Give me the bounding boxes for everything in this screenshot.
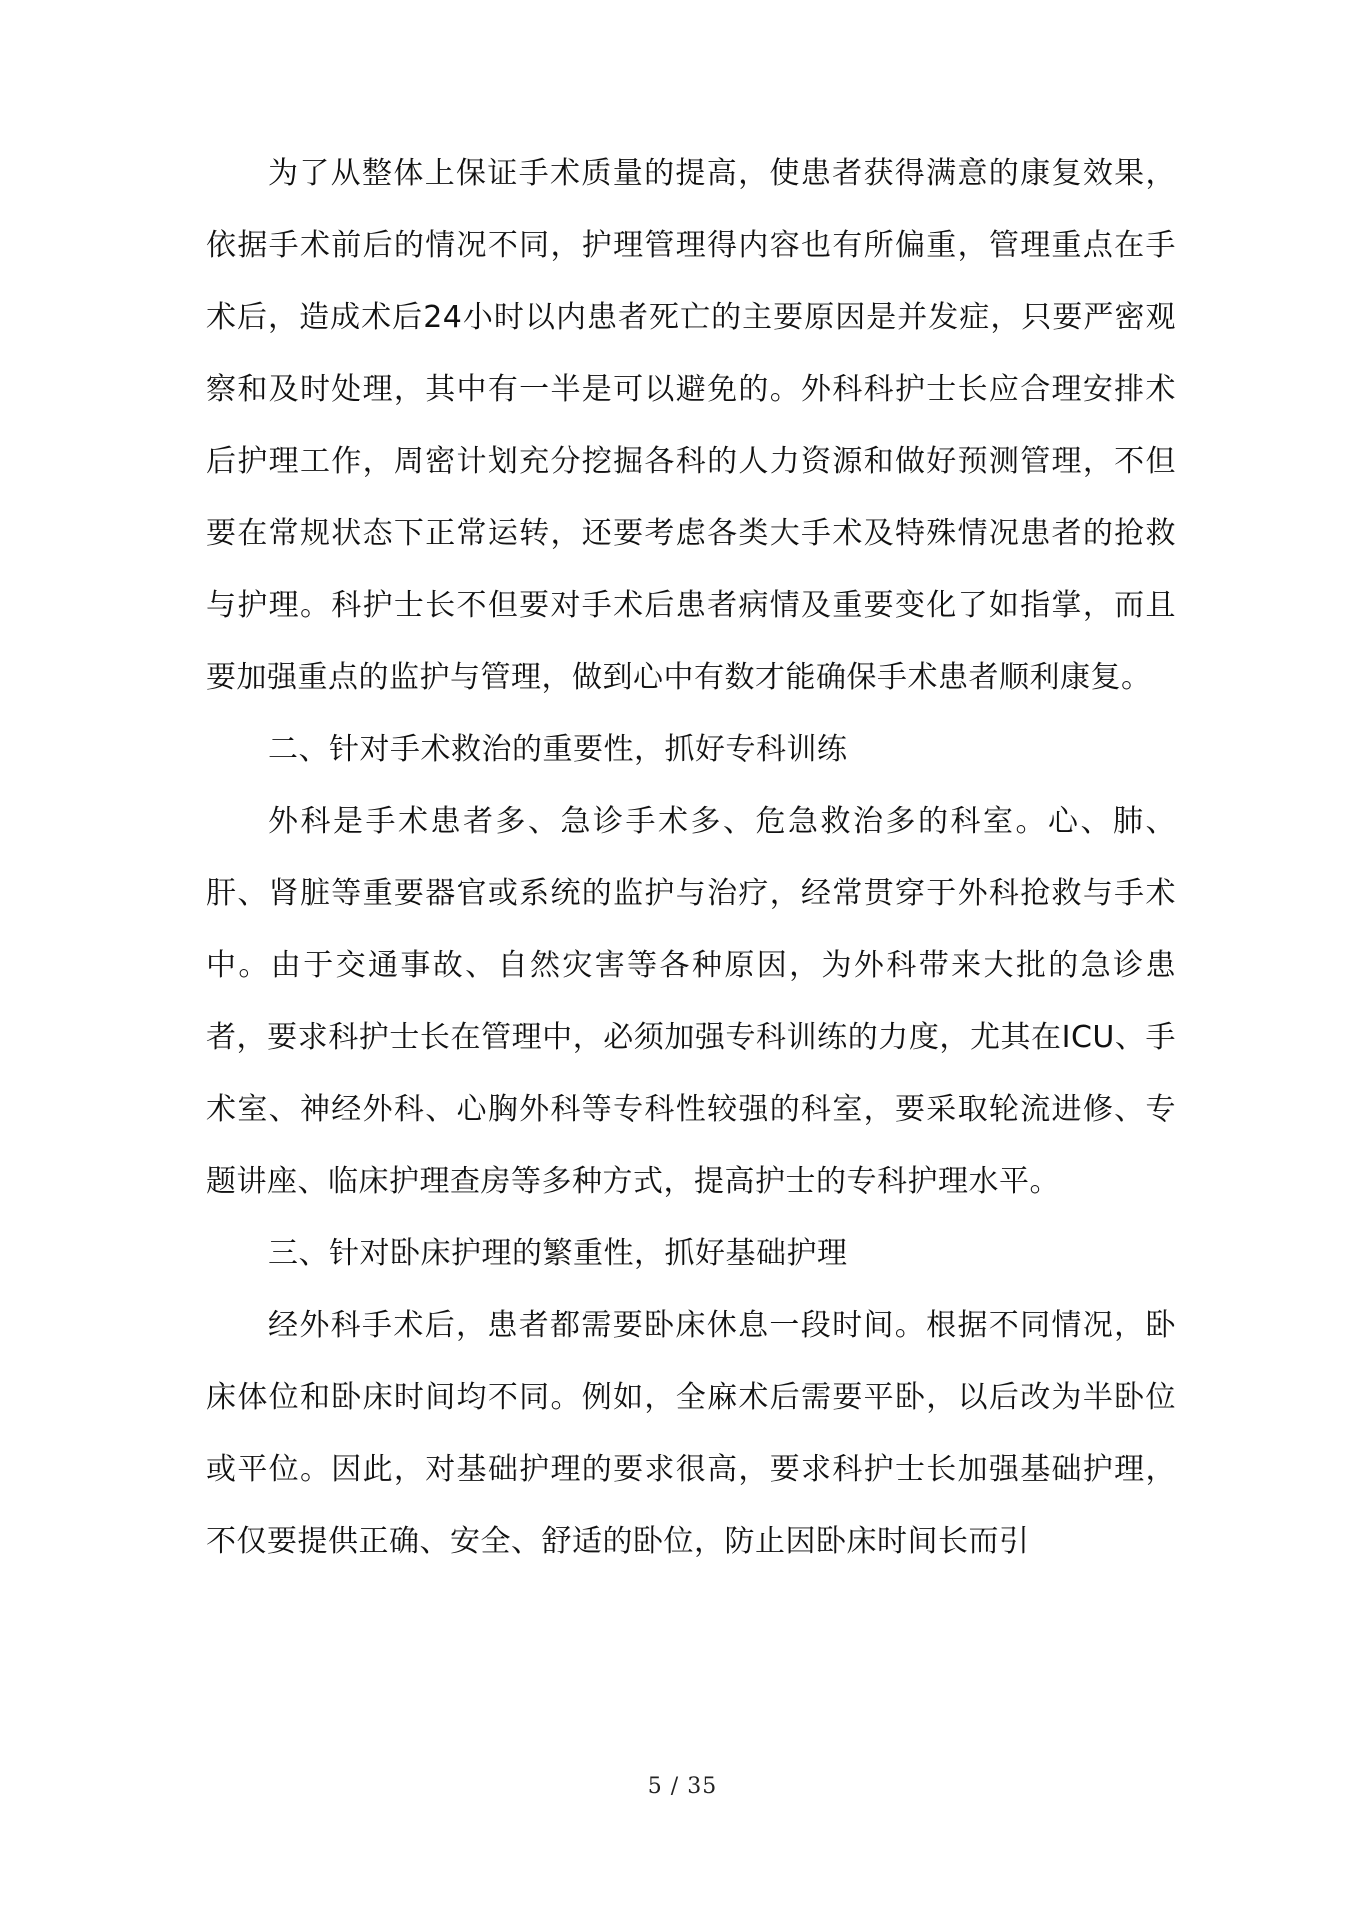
paragraph-3: 经外科手术后，患者都需要卧床休息一段时间。根据不同情况，卧床体位和卧床时间均不同。例如，全麻术后需要平卧，以后改为半卧位或平位。因此，对基础护理的要求很高，要求科护士长加强基础护理，不仅要提供正确、安全、舒适的卧位，防止因卧床时间长而引	[206, 1308, 1176, 1559]
paragraph-1: 为了从整体上保证手术质量的提高，使患者获得满意的康复效果，依据手术前后的情况不同，护理管理得内容也有所偏重，管理重点在手术后，造成术后24小时以内患者死亡的主要原因是并发症，只要严密观察和及时处理，其中有一半是可以避免的。外科科护士长应合理安排术后护理工作，周密计划充分挖掘各科的人力资源和做好预测管理，不但要在常规状态下正常运转，还要考虑各类大手术及特殊情况患者的抢救与护理。科护士长不但要对手术后患者病情及重要变化了如指掌，而且要加强重点的监护与管理，做到心中有数才能确保手术患者顺利康复。	[206, 156, 1176, 695]
paragraph-2: 外科是手术患者多、急诊手术多、危急救治多的科室。心、肺、肝、肾脏等重要器官或系统的监护与治疗，经常贯穿于外科抢救与手术中。由于交通事故、自然灾害等各种原因，为外科带来大批的急诊患者，要求科护士长在管理中，必须加强专科训练的力度，尤其在ICU、手术室、神经外科、心胸外科等专科性较强的科室，要采取轮流进修、专题讲座、临床护理查房等多种方式，提高护士的专科护理水平。	[206, 804, 1176, 1199]
document-body	[206, 138, 1176, 1578]
page-number: 5 / 35	[647, 1774, 718, 1799]
section-heading-2: 二、针对手术救治的重要性，抓好专科训练	[268, 732, 848, 767]
section-heading-3: 三、针对卧床护理的繁重性，抓好基础护理	[268, 1236, 848, 1271]
